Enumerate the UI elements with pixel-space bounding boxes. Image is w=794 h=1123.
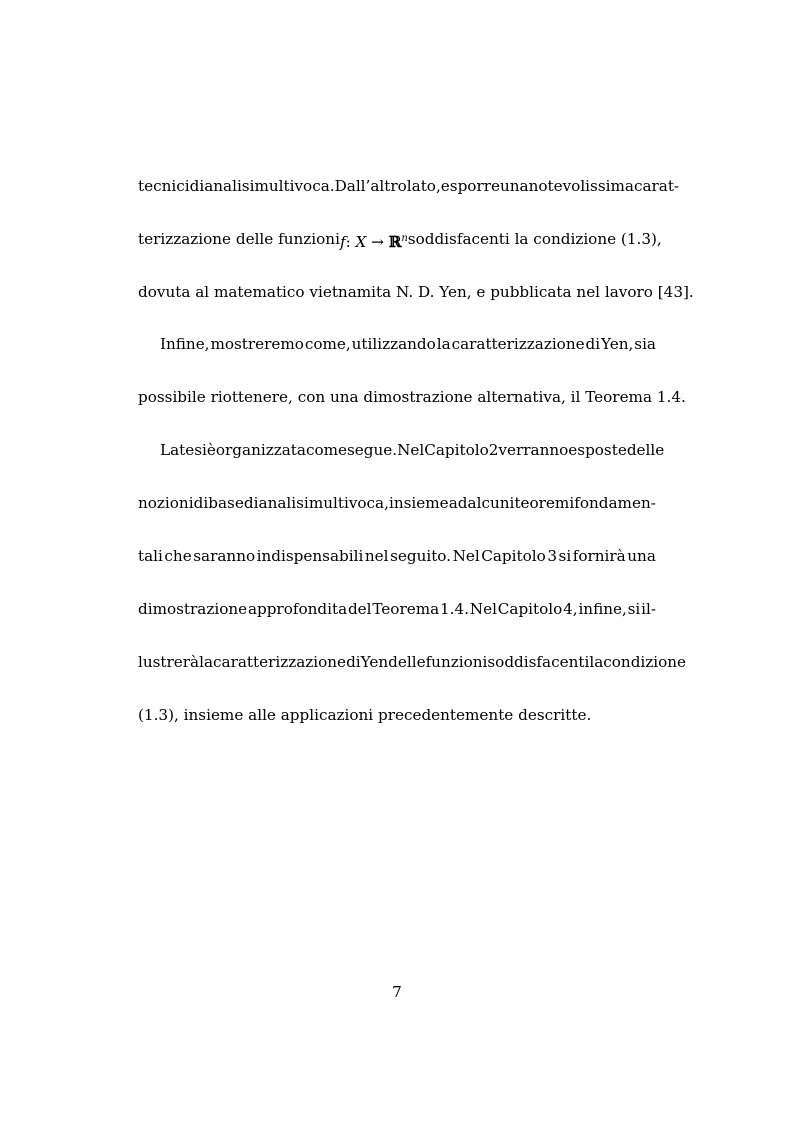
word: condizione (603, 653, 687, 671)
word: la (199, 653, 214, 671)
word: dimostrazione (138, 600, 248, 618)
word: nel (364, 547, 389, 565)
word: Yen, (601, 335, 634, 353)
word: il- (641, 600, 656, 618)
word: Infine, (160, 335, 210, 353)
word: 4, (563, 600, 578, 618)
word: analisi (204, 177, 255, 195)
word: utilizzando (351, 335, 436, 353)
word: Yen (360, 653, 389, 671)
word: Dall’altro (334, 177, 407, 195)
word: tecnici (138, 177, 190, 195)
text-line (138, 599, 656, 619)
word: di (585, 335, 601, 353)
word: lustrerà (138, 653, 200, 671)
word: del (347, 600, 372, 618)
word: insieme (389, 494, 449, 512)
line-text: (1.3), insieme alle applicazioni precedentemente descritte. (138, 706, 592, 724)
word: mostreremo (210, 335, 304, 353)
word: analisi (258, 494, 309, 512)
word: di (243, 494, 259, 512)
word: fondamen- (574, 494, 656, 512)
word: segue. (346, 441, 398, 459)
text-line (160, 440, 665, 460)
word: base (208, 494, 244, 512)
word: indispensabili (256, 547, 364, 565)
word: verranno (498, 441, 569, 459)
word: tali (138, 547, 163, 565)
word: approfondita (247, 600, 348, 618)
text-line (138, 387, 686, 407)
word: caratterizzazione (451, 335, 585, 353)
text-line (138, 493, 656, 513)
word: 1.4. (439, 600, 469, 618)
math-colon: : (345, 233, 351, 252)
word: una (499, 177, 529, 195)
word: seguito. (390, 547, 452, 565)
word: fornirà (572, 547, 626, 565)
word: La (160, 441, 180, 459)
text-line (138, 705, 656, 725)
word: esporre (440, 177, 500, 195)
word: delle (388, 653, 426, 671)
line-text: possibile riottenere, con una dimostrazione alternativa, il Teorema 1.4. (138, 388, 686, 406)
math-arrow: → (371, 233, 384, 252)
word: Capitolo (424, 441, 489, 459)
word: saranno (193, 547, 256, 565)
math-X: X (355, 233, 367, 252)
math-n: n (401, 233, 408, 244)
math-R: ℝ (388, 233, 402, 252)
word: funzioni (425, 653, 488, 671)
word: soddisfacenti (487, 653, 590, 671)
word: Teorema (372, 600, 440, 618)
word: caratterizzazione (213, 653, 347, 671)
word: come, (304, 335, 351, 353)
word: che (164, 547, 192, 565)
word: ad (448, 494, 468, 512)
math-expression (340, 229, 408, 252)
word: la (589, 653, 604, 671)
text-line (138, 176, 680, 196)
word: si (558, 547, 572, 565)
word: di (346, 653, 361, 671)
word: alcuni (467, 494, 515, 512)
word: di (193, 494, 209, 512)
word: di (189, 177, 205, 195)
word: delle (626, 441, 665, 459)
word: nozioni (138, 494, 194, 512)
word: 3 (547, 547, 557, 565)
word: 2 (488, 441, 499, 459)
word: teoremi (514, 494, 575, 512)
word: una (627, 547, 656, 565)
word: la (436, 335, 451, 353)
line-text: dovuta al matematico vietnamita N. D. Yen, e pubblicata nel lavoro [43]. (138, 283, 694, 301)
page-number: 7 (392, 983, 402, 1001)
word: lato, (406, 177, 441, 195)
word: Capitolo (497, 600, 563, 618)
word: carat- (633, 177, 680, 195)
word: Capitolo (481, 547, 546, 565)
word: è (206, 441, 216, 459)
word: si (627, 600, 641, 618)
line-text-before: terizzazione delle funzioni (138, 230, 340, 248)
word: multivoca. (254, 177, 335, 195)
math-f: f (339, 233, 346, 252)
word: Nel (452, 547, 480, 565)
word: Nel (397, 441, 425, 459)
text-line (138, 282, 694, 302)
text-line (160, 334, 656, 354)
line-text-after: soddisfacenti la condizione (1.3), (407, 230, 662, 248)
word: organizzata (215, 441, 306, 459)
word: tesi (179, 441, 207, 459)
word: sia (634, 335, 656, 353)
word: notevolissima (528, 177, 634, 195)
word: infine, (578, 600, 627, 618)
text-line (138, 546, 656, 566)
word: esposte (568, 441, 627, 459)
text-line-math (138, 229, 662, 252)
text-line (138, 652, 687, 672)
word: come (305, 441, 347, 459)
word: Nel (469, 600, 497, 618)
word: multivoca, (308, 494, 389, 512)
